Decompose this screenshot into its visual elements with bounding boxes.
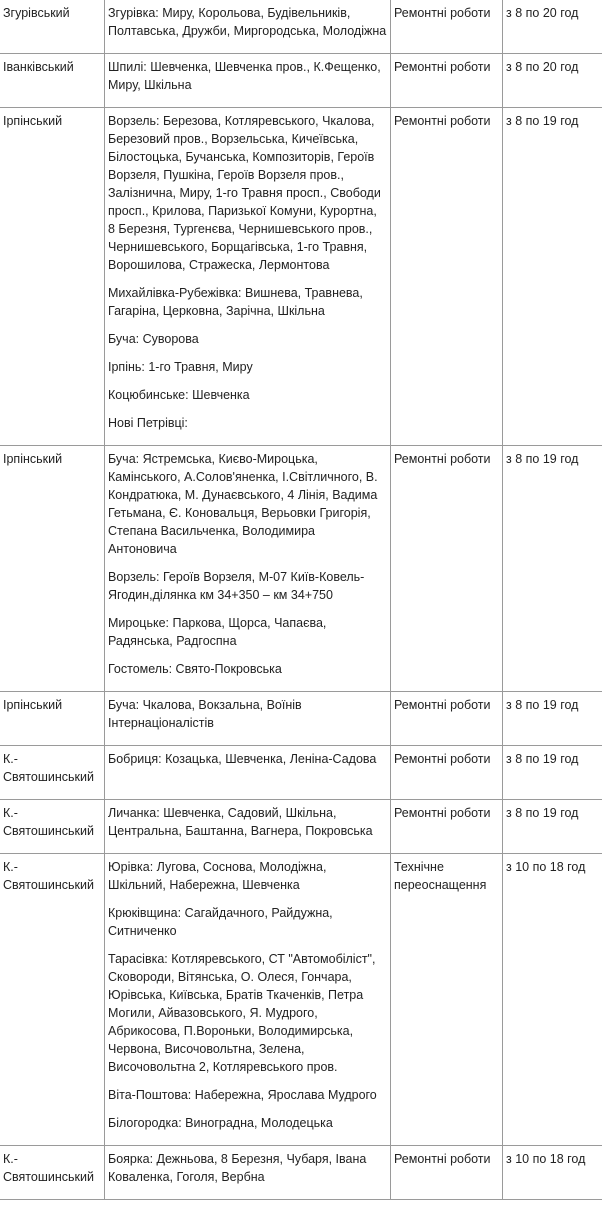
time-cell: з 8 по 20 год xyxy=(503,0,602,54)
locality-streets: Ірпінь: 1-го Травня, Миру xyxy=(108,360,253,374)
time-cell: з 8 по 19 год xyxy=(503,446,602,692)
locality-streets: Боярка: Дежньова, 8 Березня, Чубаря, Івана Коваленка, Гоголя, Вербна xyxy=(108,1152,367,1184)
locality-streets: Личанка: Шевченка, Садовий, Шкільна, Центральна, Баштанна, Вагнера, Покровська xyxy=(108,806,373,838)
work-type-cell: Ремонтні роботи xyxy=(391,108,503,446)
locality-streets: Бобриця: Козацька, Шевченка, Леніна-Садова xyxy=(108,752,377,766)
locality-streets: Юрівка: Лугова, Соснова, Молодіжна, Шкільний, Набережна, Шевченка xyxy=(108,860,327,892)
work-type-cell: Ремонтні роботи xyxy=(391,1146,503,1200)
time-cell: з 8 по 19 год xyxy=(503,692,602,746)
table-row xyxy=(0,108,602,446)
work-type-cell: Ремонтні роботи xyxy=(391,54,503,108)
locality-streets: Мироцьке: Паркова, Щорса, Чапаєва, Радянська, Радгоспна xyxy=(108,616,327,648)
streets-cell xyxy=(105,108,391,446)
district-cell: К.-Святошинський xyxy=(0,800,105,854)
district-cell: К.-Святошинський xyxy=(0,854,105,1146)
district-cell: Ірпінський xyxy=(0,108,105,446)
time-cell: з 8 по 19 год xyxy=(503,746,602,800)
table-row xyxy=(0,854,602,1146)
locality-streets: Буча: Чкалова, Вокзальна, Воїнів Інтернаціоналістів xyxy=(108,698,302,730)
locality-streets: Ворзель: Березова, Котляревського, Чкалова, Березовий пров., Ворзельська, Кичеївська, Білостоцька, Бучанська, Композиторів, Героїв Ворзеля, Пушкіна, Героїв Ворзеля пров., Залізнична, Миру, 1-го Травня просп., Свободи просп., Крилова, Паризької Комуни, Курортна, 8 Березня, Тургенєва, Чернишевського пров., Чернишевського, Борщагівська, 1-го Травня, Ворошилова, Стражеска, Лермонтова xyxy=(108,114,381,272)
time-cell: з 10 по 18 год xyxy=(503,1146,602,1200)
district-cell: Згурівський xyxy=(0,0,105,54)
table-row xyxy=(0,800,602,854)
locality-streets: Тарасівка: Котляревського, СТ "Автомобіліст", Сковороди, Вітянська, О. Олеся, Гончара, Юрівська, Київська, Братів Ткаченків, Петра Могили, Айвазовського, Я. Мудрого, Абрикосова, П.Вороньки, Володимирська, Червона, Височовольтна, Зелена, Височовольтна 2, Котляревського пров. xyxy=(108,952,376,1074)
district-cell: Ірпінський xyxy=(0,446,105,692)
work-type-cell: Ремонтні роботи xyxy=(391,692,503,746)
streets-cell xyxy=(105,1146,391,1200)
work-type-cell: Ремонтні роботи xyxy=(391,0,503,54)
time-cell: з 8 по 19 год xyxy=(503,108,602,446)
table-row xyxy=(0,1146,602,1200)
work-type-cell: Ремонтні роботи xyxy=(391,746,503,800)
table-row xyxy=(0,0,602,54)
table-row xyxy=(0,54,602,108)
table-row xyxy=(0,692,602,746)
streets-cell xyxy=(105,0,391,54)
streets-cell xyxy=(105,446,391,692)
streets-cell xyxy=(105,746,391,800)
locality-streets: Коцюбинське: Шевченка xyxy=(108,388,250,402)
locality-streets: Крюківщина: Сагайдачного, Райдужна, Ситниченко xyxy=(108,906,333,938)
locality-streets: Ворзель: Героїв Ворзеля, М-07 Київ-Ковель-Ягодин,ділянка км 34+350 – км 34+750 xyxy=(108,570,365,602)
time-cell: з 8 по 20 год xyxy=(503,54,602,108)
work-type-cell: Ремонтні роботи xyxy=(391,800,503,854)
streets-cell xyxy=(105,692,391,746)
locality-streets: Михайлівка-Рубежівка: Вишнева, Травнева, Гагаріна, Церковна, Зарічна, Шкільна xyxy=(108,286,363,318)
locality-streets: Буча: Суворова xyxy=(108,332,199,346)
streets-cell xyxy=(105,800,391,854)
work-type-cell: Ремонтні роботи xyxy=(391,446,503,692)
locality-streets: Згурівка: Миру, Корольова, Будівельників, Полтавська, Дружби, Миргородська, Молодіжна xyxy=(108,6,387,38)
streets-cell xyxy=(105,54,391,108)
table-row xyxy=(0,446,602,692)
locality-streets: Гостомель: Свято-Покровська xyxy=(108,662,282,676)
district-cell: К.-Святошинський xyxy=(0,1146,105,1200)
locality-streets: Нові Петрівці: xyxy=(108,416,188,430)
locality-streets: Буча: Ястремська, Києво-Мироцька, Камінського, А.Солов'яненка, І.Світличного, В. Кондратюка, М. Дунаєвського, 4 Лінія, Вадима Гетьмана, Є. Коновальця, Верьовки Григорія, Степана Васильченка, Володимира Антоновича xyxy=(108,452,378,556)
locality-streets: Шпилі: Шевченка, Шевченка пров., К.Фещенко, Миру, Шкільна xyxy=(108,60,381,92)
district-cell: Іванківський xyxy=(0,54,105,108)
table-row xyxy=(0,746,602,800)
time-cell: з 8 по 19 год xyxy=(503,800,602,854)
streets-cell xyxy=(105,854,391,1146)
locality-streets: Віта-Поштова: Набережна, Ярослава Мудрого xyxy=(108,1088,377,1102)
work-type-cell: Технічне переоснащення xyxy=(391,854,503,1146)
locality-streets: Білогородка: Виноградна, Молодецька xyxy=(108,1116,333,1130)
district-cell: Ірпінський xyxy=(0,692,105,746)
district-cell: К.-Святошинський xyxy=(0,746,105,800)
time-cell: з 10 по 18 год xyxy=(503,854,602,1146)
